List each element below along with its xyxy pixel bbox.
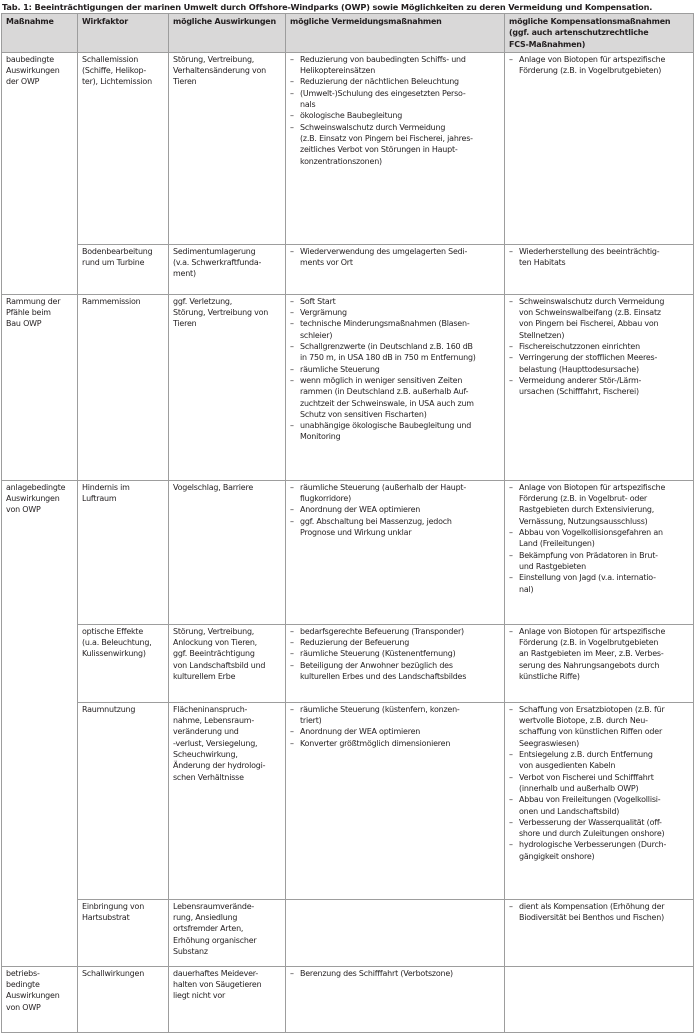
header-row xyxy=(2,14,694,53)
cell-massnahme: Rammung der Pfähle beim Bau OWP xyxy=(2,294,78,480)
cell-wirkfaktor: Schallemission (Schiffe, Helikop- ter), Lichtemission xyxy=(78,52,169,244)
header-wirkfaktor: Wirkfaktor xyxy=(78,14,169,53)
list-item: – Anlage von Biotopen für artspezifische Förderung (z.B. in Vogelbrutgebieten) xyxy=(509,54,690,77)
list-item: – wenn möglich in weniger sensitiven Zeiten rammen (in Deutschland z.B. außerhalb Auf- zuchtzeit der Schweinswale, in USA auch zum Schutz von sensitiven Fischarten) xyxy=(290,375,501,420)
list-item: – Reduzierung der nächtlichen Beleuchtung xyxy=(290,76,501,87)
cell-vermeidung xyxy=(286,702,505,899)
header-massnahme: Maßnahme xyxy=(2,14,78,53)
list-item: – dient als Kompensation (Erhöhung der Biodiversität bei Benthos und Fischen) xyxy=(509,901,690,924)
list-item: – Vermeidung anderer Stör-/Lärm- ursachen (Schifffahrt, Fischerei) xyxy=(509,375,690,398)
list-item: – Abbau von Vogelkollisionsgefahren an Land (Freileitungen) xyxy=(509,527,690,550)
cell-kompensation xyxy=(505,624,694,702)
list-item: – Anordnung der WEA optimieren xyxy=(290,504,501,515)
list-item: – Anlage von Biotopen für artspezifische Förderung (z.B. in Vogelbrutgebieten an Rastgebieten im Meer, z.B. Verbes- serung des Nahrungsangebots durch künstliche Riffe) xyxy=(509,626,690,682)
list-item: – bedarfsgerechte Befeuerung (Transponder) xyxy=(290,626,501,637)
header-auswirkungen: mögliche Auswirkungen xyxy=(169,14,286,53)
table-row xyxy=(2,899,694,966)
cell-wirkfaktor: Rammemission xyxy=(78,294,169,480)
list-item: – Konverter größtmöglich dimensionieren xyxy=(290,738,501,749)
list-item: – Schaffung von Ersatzbiotopen (z.B. für wertvolle Biotope, z.B. durch Neu- schaffung von künstlichen Riffen oder Seegraswiesen) xyxy=(509,704,690,749)
list-item: – Entsiegelung z.B. durch Entfernung von ausgedienten Kabeln xyxy=(509,749,690,772)
cell-kompensation xyxy=(505,966,694,1032)
table-row xyxy=(2,480,694,624)
list-item: – unabhängige ökologische Baubegleitung und Monitoring xyxy=(290,420,501,443)
cell-massnahme: baubedingte Auswirkungen der OWP xyxy=(2,52,78,294)
table-row xyxy=(2,624,694,702)
table-row xyxy=(2,294,694,480)
cell-auswirkungen: Störung, Vertreibung, Anlockung von Tieren, ggf. Beeinträchtigung von Landschaftsbild und kulturellem Erbe xyxy=(169,624,286,702)
list-item: – ökologische Baubegleitung xyxy=(290,110,501,121)
cell-auswirkungen: Vogelschlag, Barriere xyxy=(169,480,286,624)
cell-vermeidung xyxy=(286,480,505,624)
cell-vermeidung xyxy=(286,244,505,294)
cell-auswirkungen: Flächeninanspruch- nahme, Lebensraum- veränderung und -verlust, Versiegelung, Scheuchwirkung, Änderung der hydrologi- schen Verhältnisse xyxy=(169,702,286,899)
list-item: – Abbau von Freileitungen (Vogelkollisi- onen und Landschaftsbild) xyxy=(509,794,690,817)
cell-wirkfaktor: Schallwirkungen xyxy=(78,966,169,1032)
cell-auswirkungen: dauerhaftes Meidever- halten von Säugetieren liegt nicht vor xyxy=(169,966,286,1032)
list-item: – Verbot von Fischerei und Schifffahrt (innerhalb und außerhalb OWP) xyxy=(509,772,690,795)
list-item: – Fischereischutzzonen einrichten xyxy=(509,341,690,352)
cell-vermeidung xyxy=(286,624,505,702)
list-item: – Anlage von Biotopen für artspezifische Förderung (z.B. in Vogelbrut- oder Rastgebieten durch Extensivierung, Vernässung, Nutzungsausschluss) xyxy=(509,482,690,527)
list-item: – Wiederherstellung des beeinträchtig- ten Habitats xyxy=(509,246,690,269)
table-row xyxy=(2,966,694,1032)
list-item: – räumliche Steuerung (Küstenentfernung) xyxy=(290,648,501,659)
cell-kompensation xyxy=(505,52,694,244)
impact-table xyxy=(1,13,694,1033)
table-caption: Tab. 1: Beeinträchtigungen der marinen Umwelt durch Offshore-Windparks (OWP) sowie Möglichkeiten zu deren Vermeidung und Kompensation. xyxy=(2,2,653,12)
cell-kompensation xyxy=(505,244,694,294)
list-item: – Soft Start xyxy=(290,296,501,307)
cell-massnahme: betriebs- bedingte Auswirkungen von OWP xyxy=(2,966,78,1032)
cell-auswirkungen: Lebensraumverände- rung, Ansiedlung ortsfremder Arten, Erhöhung organischer Substanz xyxy=(169,899,286,966)
cell-auswirkungen: ggf. Verletzung, Störung, Vertreibung von Tieren xyxy=(169,294,286,480)
list-item: – hydrologische Verbesserungen (Durch- gängigkeit onshore) xyxy=(509,839,690,862)
cell-kompensation xyxy=(505,702,694,899)
list-item: – Schallgrenzwerte (in Deutschland z.B. 160 dB in 750 m, in USA 180 dB in 750 m Entfernung) xyxy=(290,341,501,364)
list-item: – Berenzung des Schifffahrt (Verbotszone) xyxy=(290,968,501,979)
cell-vermeidung xyxy=(286,966,505,1032)
list-item: – Anordnung der WEA optimieren xyxy=(290,726,501,737)
list-item: – Schweinswalschutz durch Vermeidung von Schweinswalbeifang (z.B. Einsatz von Pingern bei Fischerei, Abbau von Stellnetzen) xyxy=(509,296,690,341)
list-item: – Einstellung von Jagd (v.a. internatio- nal) xyxy=(509,572,690,595)
cell-vermeidung xyxy=(286,294,505,480)
list-item: – Reduzierung der Befeuerung xyxy=(290,637,501,648)
cell-auswirkungen: Sedimentumlagerung (v.a. Schwerkraftfunda- ment) xyxy=(169,244,286,294)
list-item: – räumliche Steuerung xyxy=(290,364,501,375)
list-item: – technische Minderungsmaßnahmen (Blasen- schleier) xyxy=(290,318,501,341)
list-item: – Verbesserung der Wasserqualität (off- shore und durch Zuleitungen onshore) xyxy=(509,817,690,840)
list-item: – Vergrämung xyxy=(290,307,501,318)
cell-vermeidung xyxy=(286,899,505,966)
table-row xyxy=(2,244,694,294)
list-item: – Beteiligung der Anwohner bezüglich des kulturellen Erbes und des Landschaftsbildes xyxy=(290,660,501,683)
cell-massnahme: anlagebedingte Auswirkungen von OWP xyxy=(2,480,78,966)
table-row xyxy=(2,702,694,899)
list-item: – Reduzierung von baubedingten Schiffs- und Helikoptereinsätzen xyxy=(290,54,501,77)
list-item: – Schweinswalschutz durch Vermeidung (z.B. Einsatz von Pingern bei Fischerei, jahres- zeitliches Verbot von Störungen in Haupt- konzentrationszonen) xyxy=(290,122,501,167)
header-kompensation: mögliche Kompensationsmaßnahmen (ggf. auch artenschutzrechtliche FCS-Maßnahmen) xyxy=(505,14,694,53)
cell-wirkfaktor: Hindernis im Luftraum xyxy=(78,480,169,624)
list-item: – Bekämpfung von Prädatoren in Brut- und Rastgebieten xyxy=(509,550,690,573)
cell-kompensation xyxy=(505,899,694,966)
table-row xyxy=(2,52,694,244)
list-item: – ggf. Abschaltung bei Massenzug, jedoch Prognose und Wirkung unklar xyxy=(290,516,501,539)
cell-wirkfaktor: Einbringung von Hartsubstrat xyxy=(78,899,169,966)
cell-wirkfaktor: Raumnutzung xyxy=(78,702,169,899)
list-item: – Verringerung der stofflichen Meeres- belastung (Haupttodesursache) xyxy=(509,352,690,375)
header-vermeidung: mögliche Vermeidungsmaßnahmen xyxy=(286,14,505,53)
list-item: – räumliche Steuerung (außerhalb der Haupt- flugkorridore) xyxy=(290,482,501,505)
cell-kompensation xyxy=(505,480,694,624)
cell-wirkfaktor: Bodenbearbeitung rund um Turbine xyxy=(78,244,169,294)
list-item: – (Umwelt-)Schulung des eingesetzten Perso- nals xyxy=(290,88,501,111)
cell-kompensation xyxy=(505,294,694,480)
list-item: – Wiederverwendung des umgelagerten Sedi- ments vor Ort xyxy=(290,246,501,269)
cell-auswirkungen: Störung, Vertreibung, Verhaltensänderung von Tieren xyxy=(169,52,286,244)
cell-vermeidung xyxy=(286,52,505,244)
cell-wirkfaktor: optische Effekte (u.a. Beleuchtung, Kulissenwirkung) xyxy=(78,624,169,702)
list-item: – räumliche Steuerung (küstenfern, konzen- triert) xyxy=(290,704,501,727)
